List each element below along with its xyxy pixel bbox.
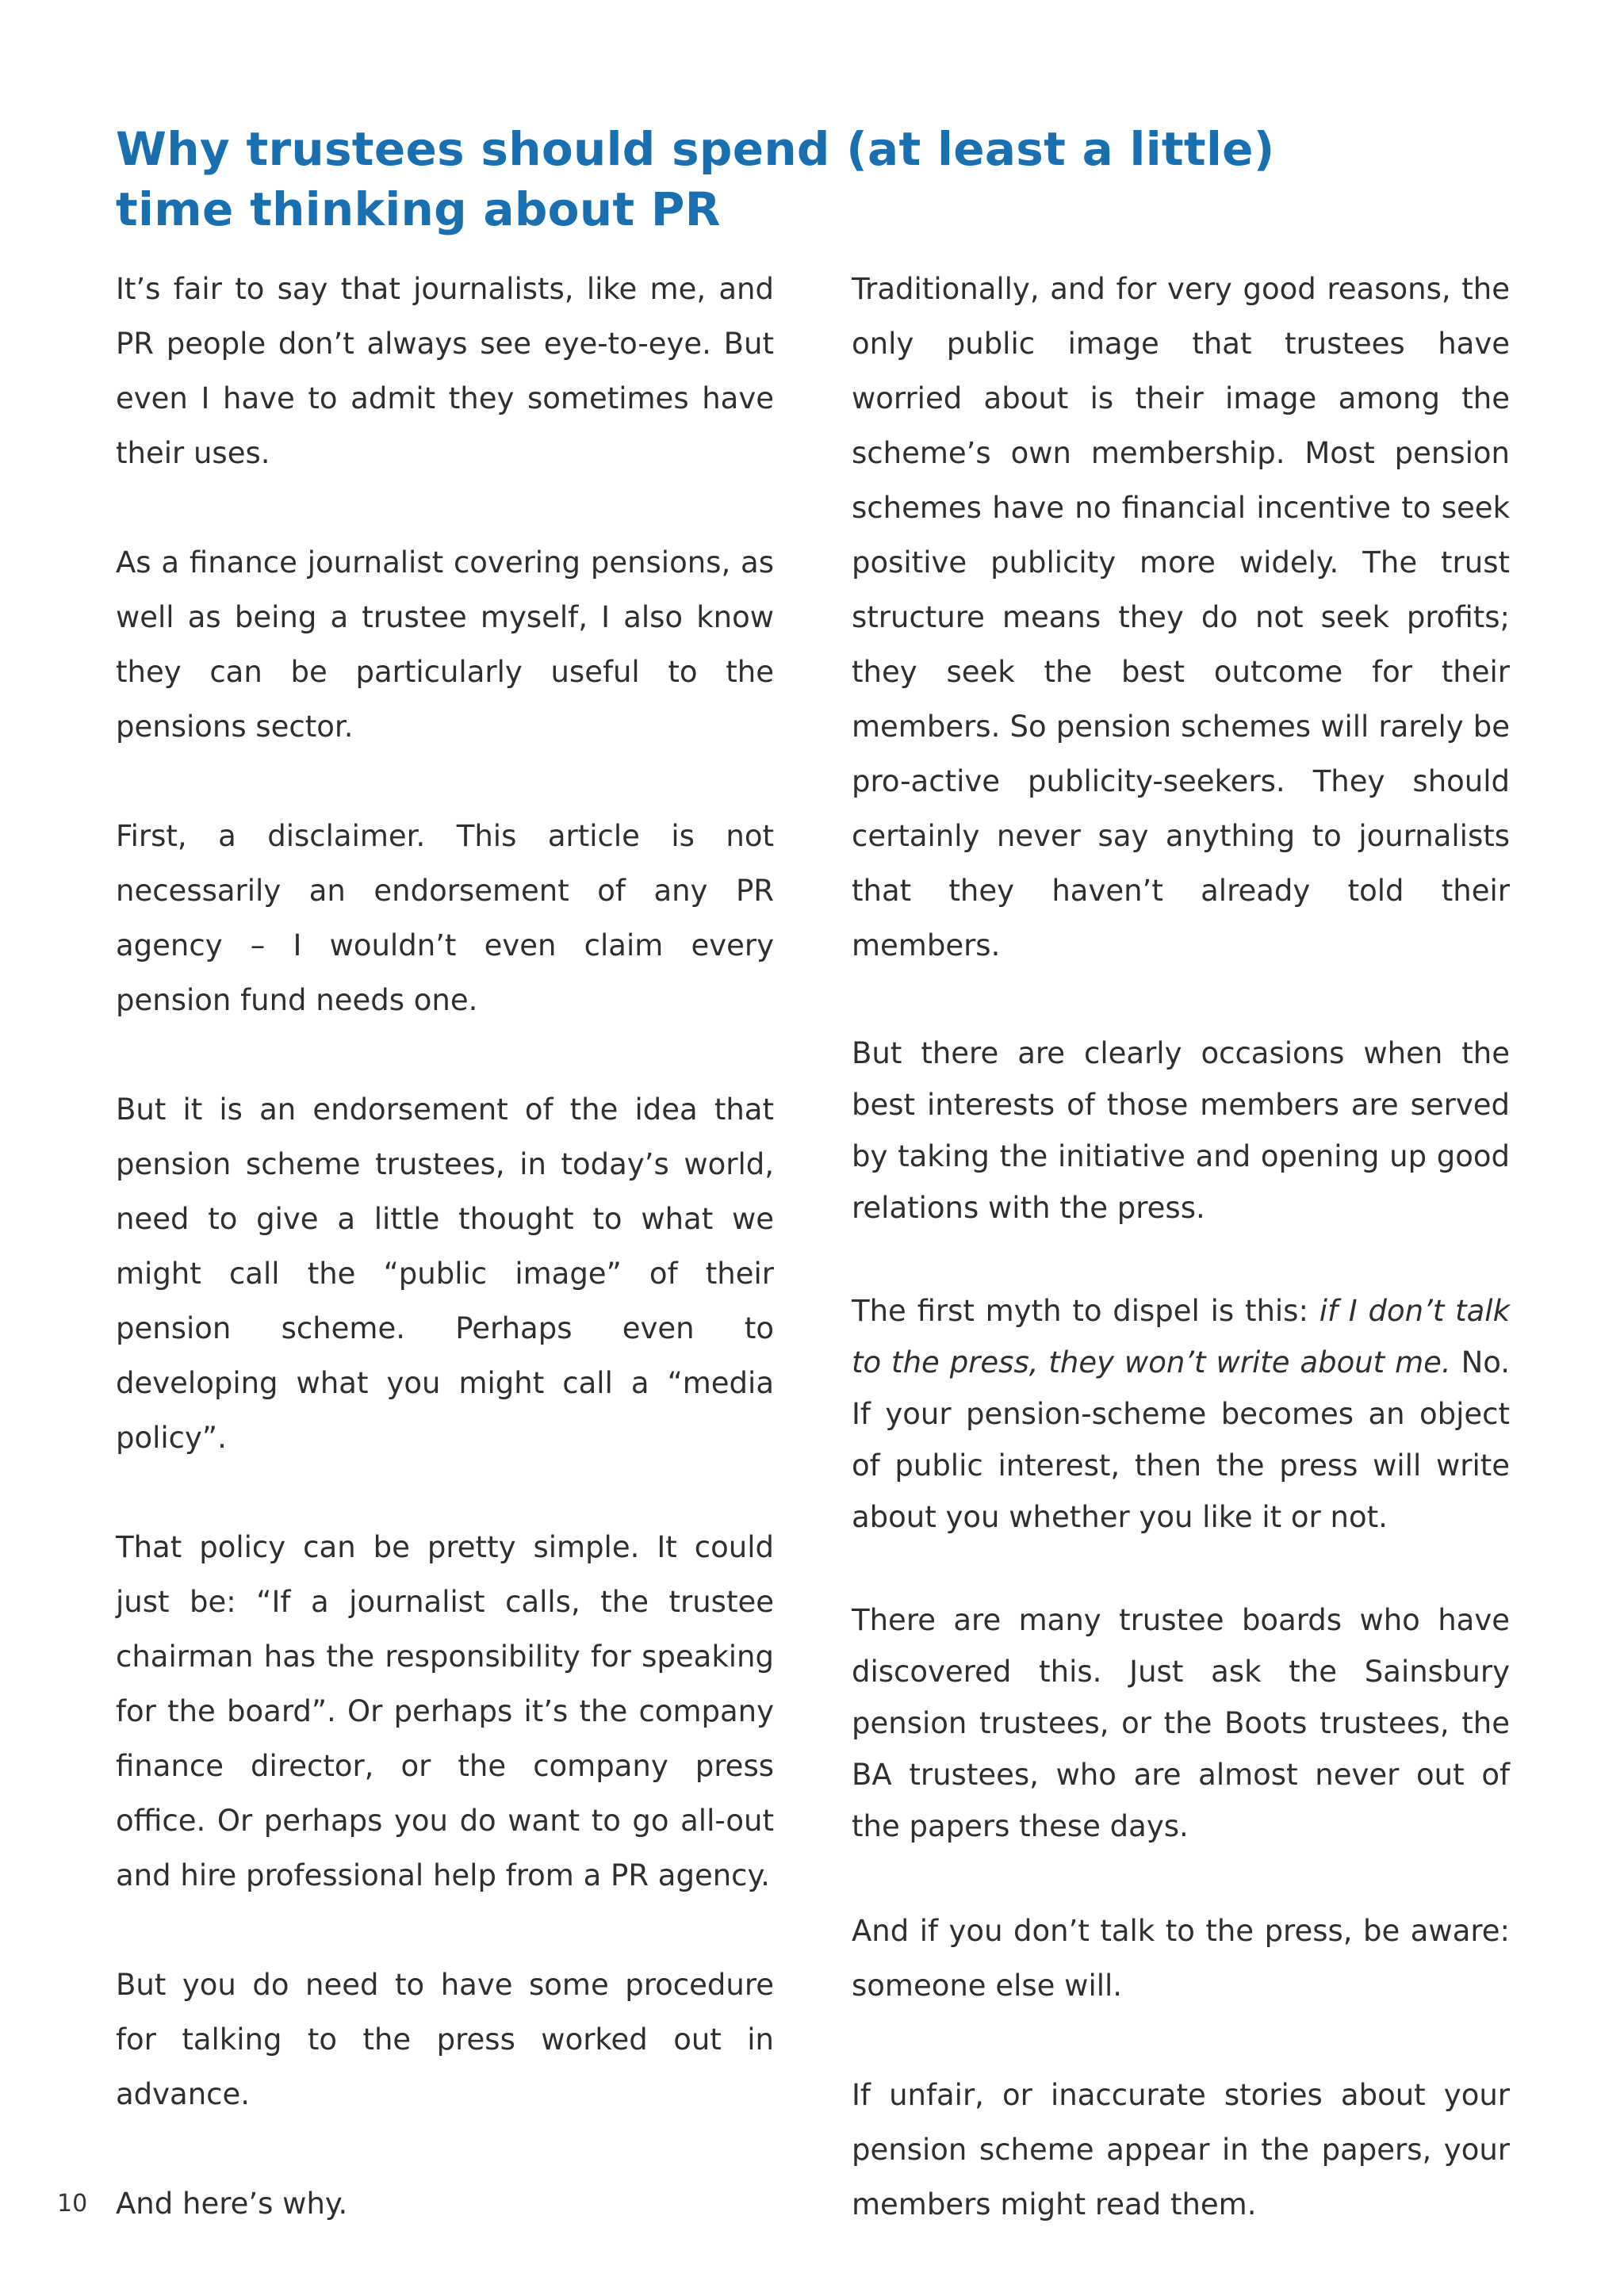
paragraph: As a finance journalist covering pensions, as well as being a trustee myself, I also know they can be particularly useful to the pensions sector.	[116, 545, 774, 744]
paragraph-myth	[852, 1285, 1510, 1543]
paragraph: It’s fair to say that journalists, like me, and PR people don’t always see eye-to-eye. But even I have to admit they sometimes have their uses.	[116, 272, 774, 470]
paragraph: If unfair, or inaccurate stories about your pension scheme appear in the papers, your members might read them.	[852, 2078, 1510, 2221]
paragraph: But you do need to have some procedure for talking to the press worked out in advance.	[116, 1968, 774, 2111]
left-column	[116, 262, 774, 2231]
paragraph: There are many trustee boards who have discovered this. Just ask the Sainsbury pension trustees, or the Boots trustees, the BA trustees, who are almost never out of the papers these days.	[852, 1603, 1510, 1843]
article-title: Why trustees should spend (at least a little) time thinking about PR	[116, 122, 1275, 236]
page-number: 10	[57, 2190, 88, 2218]
myth-intro-text: The first myth to dispel is this:	[852, 1294, 1320, 1328]
myth-rebuttal-text: No. If your pension-scheme becomes an object of public interest, then the press will write about you whether you like it or not.	[852, 1345, 1510, 1534]
paragraph: First, a disclaimer. This article is not necessarily an endorsement of any PR agency – I wouldn’t even claim every pension fund needs one.	[116, 819, 774, 1017]
myth-quote-text: if I don’t talk to the press, they won’t write about me.	[852, 1294, 1510, 1380]
paragraph: And if you don’t talk to the press, be aware: someone else will.	[852, 1914, 1510, 2003]
paragraph: That policy can be pretty simple. It could just be: “If a journalist calls, the trustee chairman has the responsibility for speaking for the board”. Or perhaps it’s the company finance director, or the company press office. Or perhaps you do want to go all-out and hire professional help from a PR agency.	[116, 1530, 774, 1892]
paragraph: But there are clearly occasions when the best interests of those members are served by taking the initiative and opening up good relations with the press.	[852, 1036, 1510, 1225]
right-column	[852, 262, 1510, 2232]
paragraph: But it is an endorsement of the idea that pension scheme trustees, in today’s world, need to give a little thought to what we might call the “public image” of their pension scheme. Perhaps even to developing what you might call a “media policy”.	[116, 1093, 774, 1455]
paragraph: Traditionally, and for very good reasons, the only public image that trustees have worried about is their image among the scheme’s own membership. Most pension schemes have no financial incentive to seek positive publicity more widely. The trust structure means they do not seek profits; they seek the best outcome for their members. So pension schemes will rarely be pro-active publicity-seekers. They should certainly never say anything to journalists that they haven’t already told their members.	[852, 272, 1510, 962]
paragraph: And here’s why.	[116, 2187, 348, 2221]
